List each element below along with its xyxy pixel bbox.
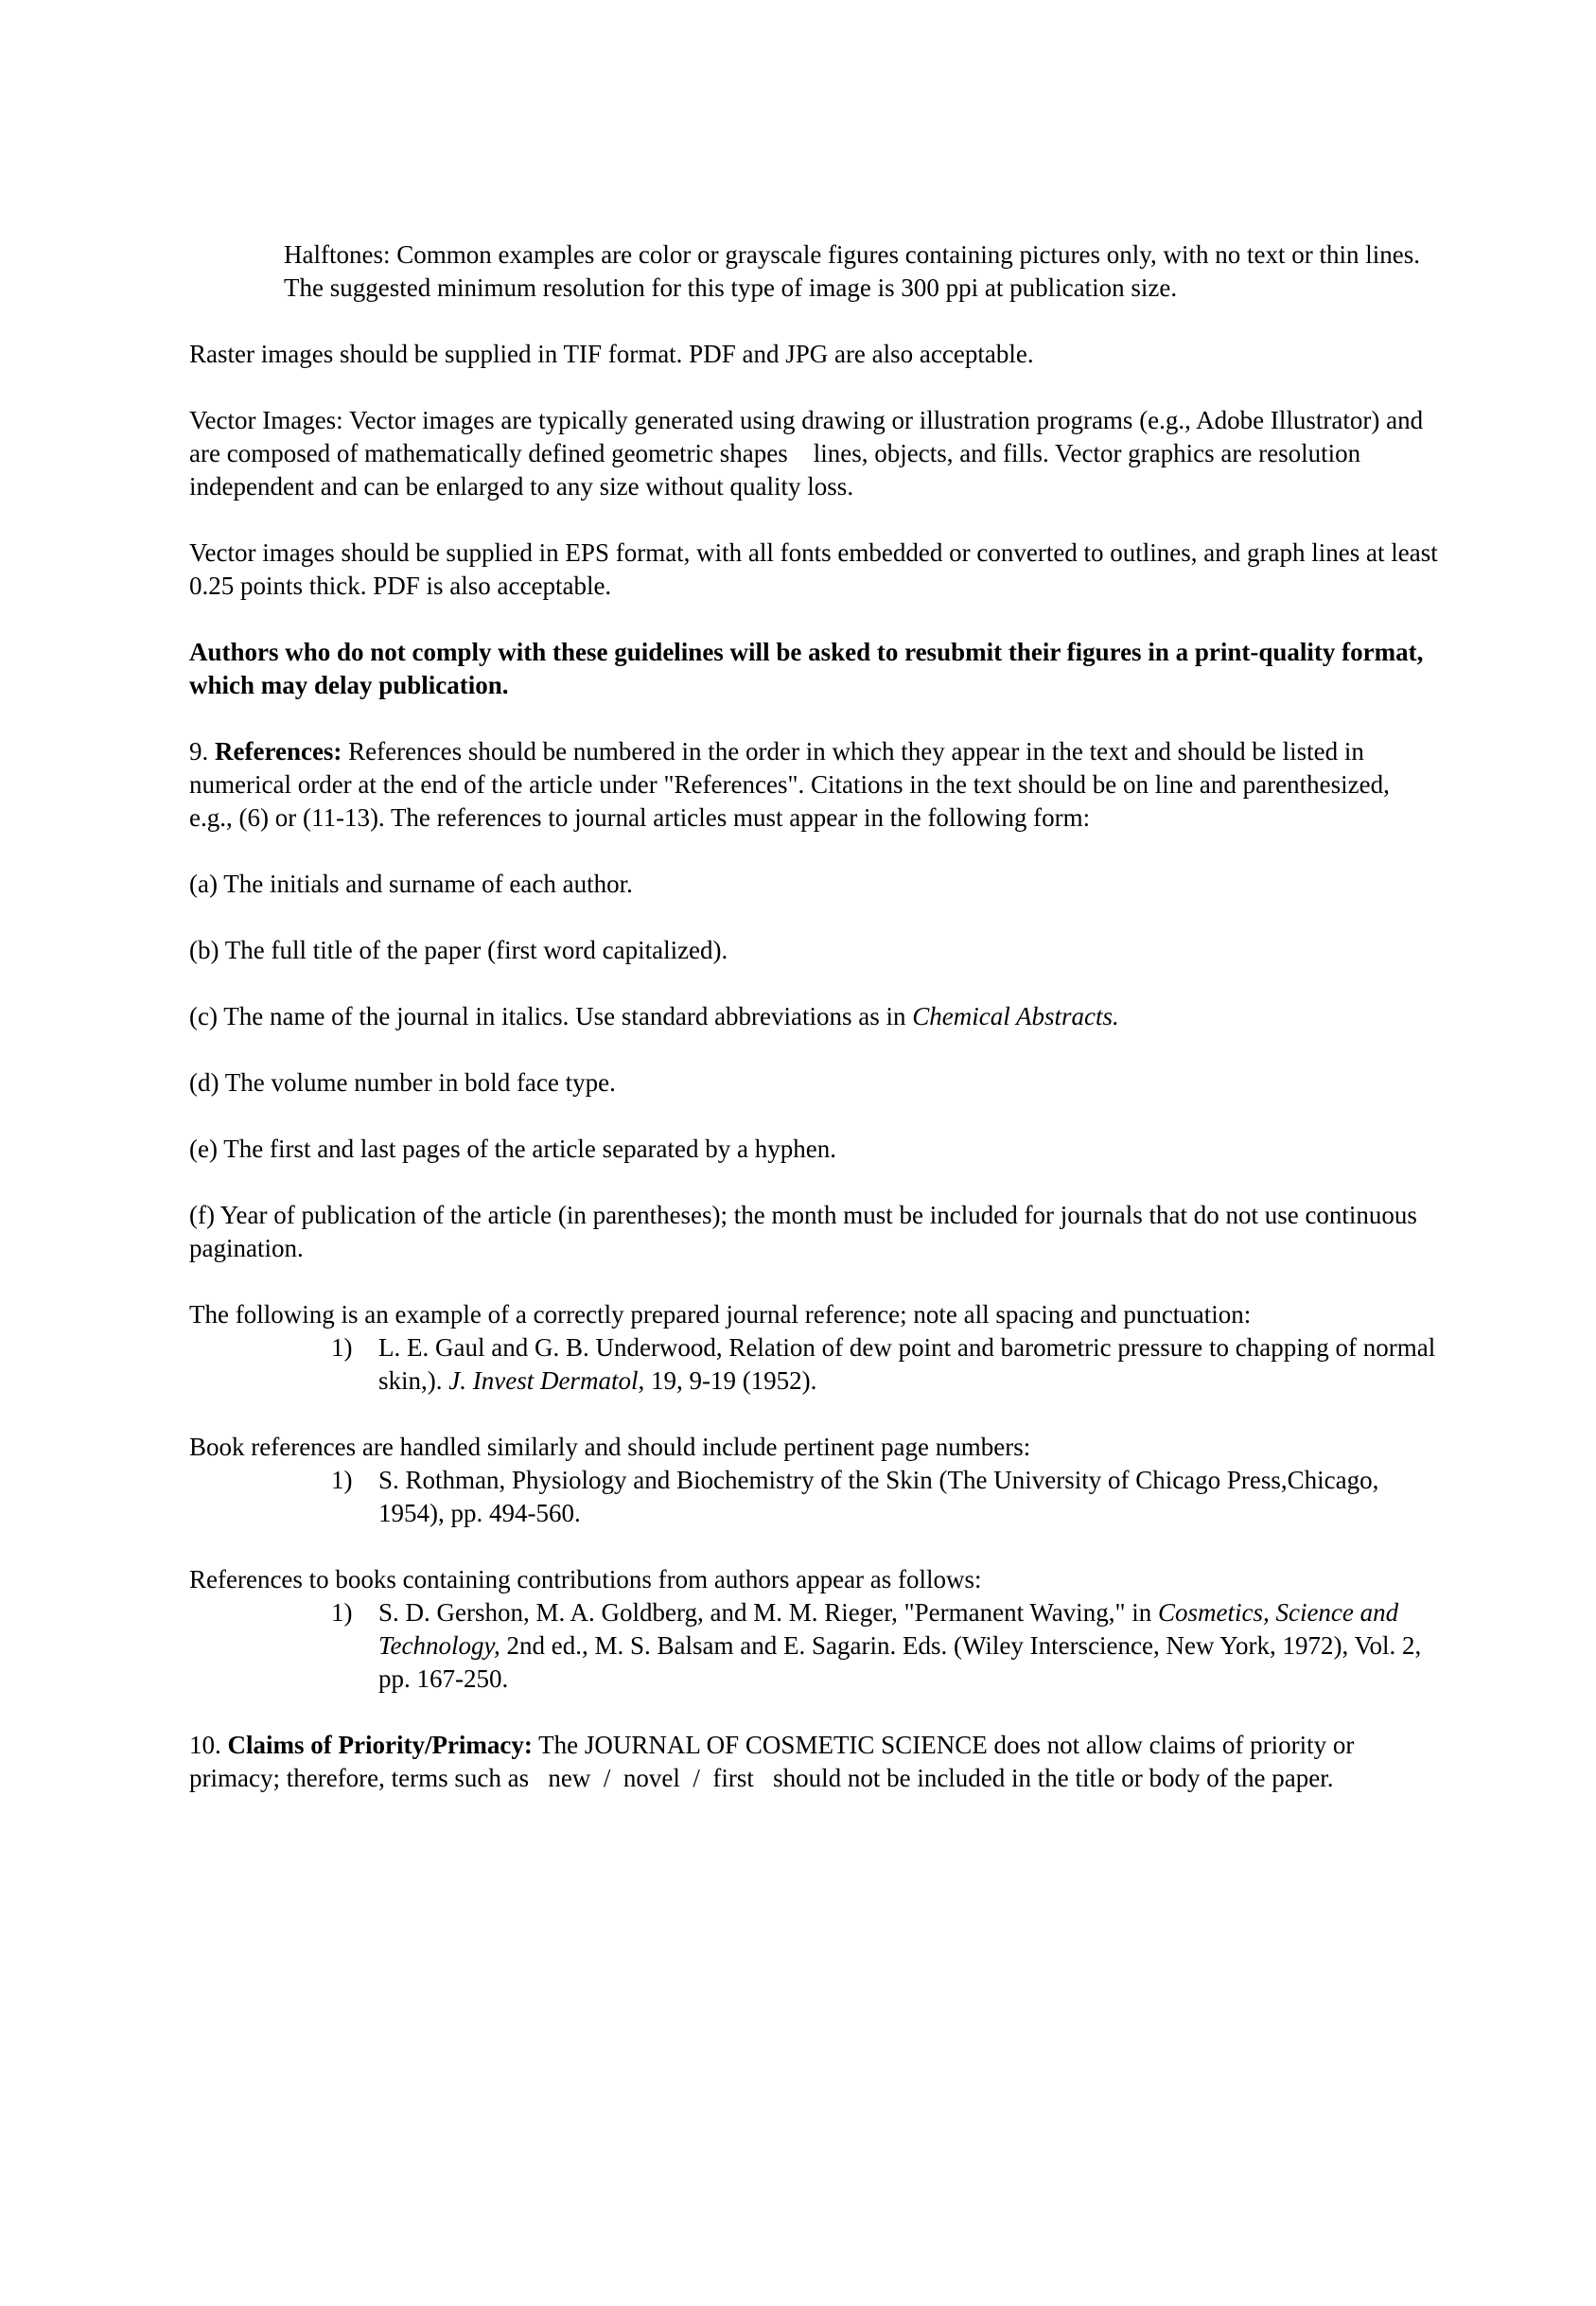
reference-rule-b: (b) The full title of the paper (first word capitalized). — [189, 936, 728, 964]
compliance-warning: Authors who do not comply with these guidelines will be asked to resubmit their figures in a print-quality format, which may delay publication. — [189, 638, 1424, 699]
claims-number: 10. — [189, 1731, 221, 1759]
page-content — [189, 238, 1438, 1828]
journal-example-intro: The following is an example of a correctly prepared journal reference; note all spacing and punctuation: — [189, 1300, 1252, 1329]
journal-example-number: 1) — [331, 1333, 353, 1362]
vector-format-paragraph: Vector images should be supplied in EPS format, with all fonts embedded or converted to outlines, and graph lines at least 0.25 points thick. PDF is also acceptable. — [189, 538, 1438, 600]
references-section — [189, 735, 1438, 835]
references-number: 9. — [189, 737, 209, 766]
contrib-example-authors: S. D. Gershon, M. A. Goldberg, and M. M. Rieger, "Permanent Waving," in — [378, 1598, 1152, 1627]
journal-example-authors-title: L. E. Gaul and G. B. Underwood, Relation of dew point and barometric pressure to chapping of normal skin,). — [378, 1333, 1436, 1395]
journal-example-item — [189, 1331, 1438, 1398]
contrib-example-book-title: Cosmetics, Science and Technology, — [378, 1598, 1399, 1660]
reference-rule-c-italic: Chemical Abstracts. — [912, 1002, 1119, 1030]
references-heading: References: — [215, 737, 342, 766]
contrib-example-details: 2nd ed., M. S. Balsam and E. Sagarin. Eds. (Wiley Interscience, New York, 1972), Vol. 2, pp. 167-250. — [378, 1631, 1422, 1693]
reference-rule-c-text: (c) The name of the journal in italics. Use standard abbreviations as in — [189, 1002, 906, 1030]
contrib-example-number: 1) — [331, 1598, 353, 1627]
contrib-example-intro: References to books containing contributions from authors appear as follows: — [189, 1565, 982, 1593]
raster-paragraph: Raster images should be supplied in TIF format. PDF and JPG are also acceptable. — [189, 340, 1034, 368]
contrib-example-text — [378, 1596, 1438, 1696]
book-example-text: S. Rothman, Physiology and Biochemistry of the Skin (The University of Chicago Press,Chicago, 1954), pp. 494-560. — [378, 1466, 1379, 1527]
book-example-intro: Book references are handled similarly and should include pertinent page numbers: — [189, 1433, 1031, 1461]
journal-example-journal: J. Invest Dermatol, — [448, 1366, 645, 1395]
reference-rule-a: (a) The initials and surname of each author. — [189, 870, 633, 898]
journal-example-volume-pages: 19, 9-19 (1952). — [650, 1366, 817, 1395]
claims-heading: Claims of Priority/Primacy: — [227, 1731, 533, 1759]
vector-description-paragraph: Vector Images: Vector images are typically generated using drawing or illustration programs (e.g., Adobe Illustrator) and are composed of mathematically defined geometric shapes lines, objects, and fills. Vector graphics are resolution independent and can be enlarged to any size without quality loss. — [189, 406, 1429, 501]
book-example-number: 1) — [331, 1466, 353, 1494]
journal-example-text — [378, 1331, 1438, 1398]
reference-rule-e: (e) The first and last pages of the article separated by a hyphen. — [189, 1135, 836, 1163]
claims-body: The JOURNAL OF COSMETIC SCIENCE does not allow claims of priority or primacy; therefore, terms such as new / novel / first should not be included in the title or body of the paper. — [189, 1731, 1361, 1792]
halftones-paragraph: Halftones: Common examples are color or grayscale figures containing pictures only, with no text or thin lines. The suggested minimum resolution for this type of image is 300 ppi at publication size. — [284, 240, 1420, 302]
book-example-item — [189, 1464, 1438, 1530]
reference-rule-c — [189, 1000, 1438, 1033]
references-body: References should be numbered in the order in which they appear in the text and should be listed in numerical order at the end of the article under "References". Citations in the text should be on line and parenthesized, e.g., (6) or (11-13). The references to journal articles must appear in the following form: — [189, 737, 1390, 832]
claims-section — [189, 1729, 1438, 1795]
reference-rule-f: (f) Year of publication of the article (in parentheses); the month must be included for journals that do not use continuous pagination. — [189, 1201, 1417, 1262]
reference-rule-d: (d) The volume number in bold face type. — [189, 1068, 616, 1097]
contrib-example-item — [189, 1596, 1438, 1696]
